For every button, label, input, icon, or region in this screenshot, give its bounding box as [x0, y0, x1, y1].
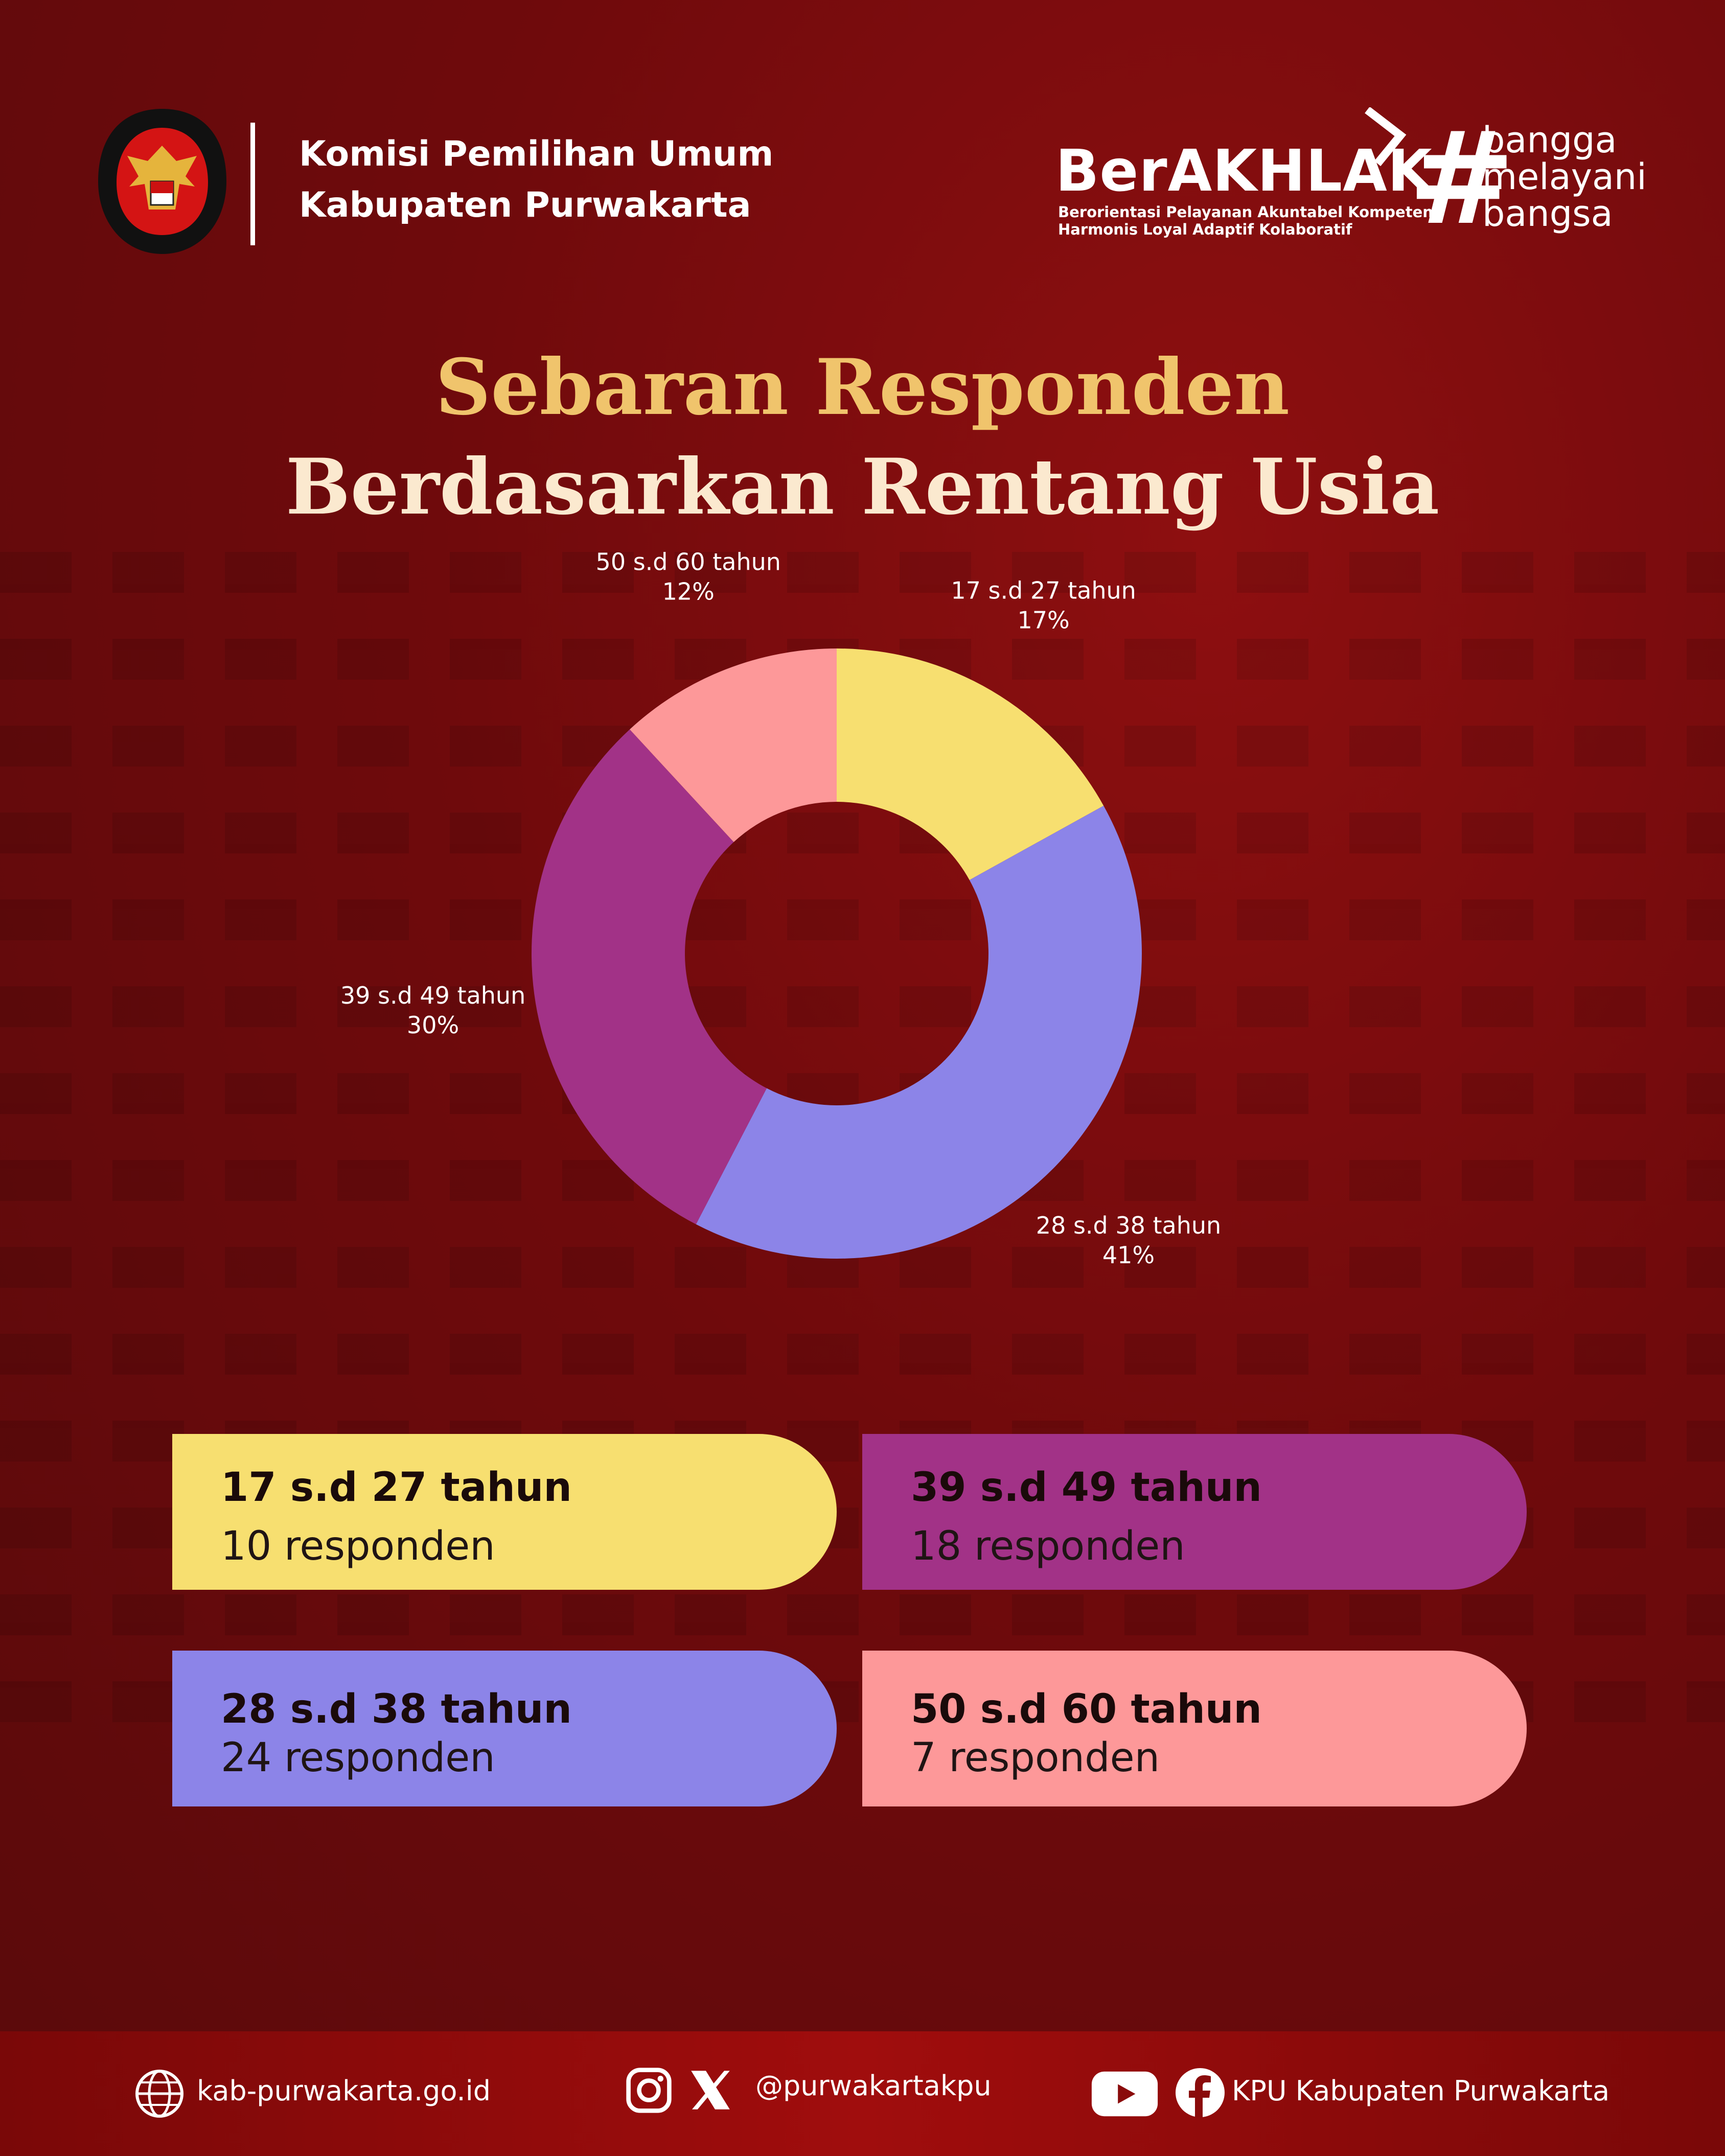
slice-label-percent: 30%: [406, 1011, 459, 1039]
website-link[interactable]: kab-purwakarta.go.id: [197, 2075, 491, 2107]
slice-label-category: 28 s.d 38 tahun: [1036, 1212, 1222, 1240]
slice-label-percent: 17%: [1017, 606, 1070, 634]
slice-label-category: 50 s.d 60 tahun: [595, 548, 781, 576]
slice-label-category: 39 s.d 49 tahun: [340, 981, 526, 1009]
instagram-icon[interactable]: [625, 2066, 673, 2115]
berakhlak-logo-text: BerAKHLAK: [1055, 138, 1433, 204]
channel-name[interactable]: KPU Kabupaten Purwakarta: [1232, 2075, 1610, 2107]
chart-title-line2: Berdasarkan Rentang Usia: [285, 442, 1440, 532]
hashtag-icon: #: [1408, 104, 1515, 253]
globe-icon: [134, 2068, 185, 2119]
legend-card-50-60: [862, 1651, 1527, 1806]
legend-card-17-27: [172, 1434, 837, 1590]
x-icon[interactable]: [687, 2067, 733, 2113]
card-range-label: 17 s.d 27 tahun: [221, 1465, 572, 1511]
berakhlak-tagline-2: Harmonis Loyal Adaptif Kolaboratif: [1058, 221, 1352, 238]
legend-card-39-49: [862, 1434, 1527, 1590]
card-range-label: 28 s.d 38 tahun: [221, 1686, 572, 1732]
org-name-line1: Komisi Pemilihan Umum: [299, 134, 774, 174]
slice-label-percent: 12%: [662, 577, 715, 606]
social-handle[interactable]: @purwakartakpu: [755, 2070, 992, 2102]
chart-title-line1: Sebaran Responden: [435, 342, 1290, 432]
card-count-label: 24 responden: [221, 1735, 495, 1781]
youtube-icon[interactable]: [1090, 2070, 1159, 2118]
org-name-line2: Kabupaten Purwakarta: [299, 185, 751, 225]
slogan-line-1: bangga: [1482, 119, 1617, 161]
footer-bar: [0, 2031, 1725, 2156]
card-range-label: 39 s.d 49 tahun: [911, 1465, 1262, 1511]
berakhlak-tagline-1: Berorientasi Pelayanan Akuntabel Kompeten: [1058, 203, 1433, 221]
donut-slice-1: [696, 806, 1142, 1259]
legend-card-28-38: [172, 1651, 837, 1806]
card-count-label: 7 responden: [911, 1735, 1160, 1781]
slogan-line-2: melayani: [1482, 156, 1647, 198]
slice-label-percent: 41%: [1102, 1241, 1155, 1269]
card-count-label: 18 responden: [911, 1523, 1185, 1569]
card-count-label: 10 responden: [221, 1523, 495, 1569]
slice-label-category: 17 s.d 27 tahun: [951, 576, 1136, 605]
facebook-icon[interactable]: [1175, 2067, 1226, 2118]
card-range-label: 50 s.d 60 tahun: [911, 1686, 1262, 1732]
slogan-line-3: bangsa: [1482, 193, 1613, 235]
